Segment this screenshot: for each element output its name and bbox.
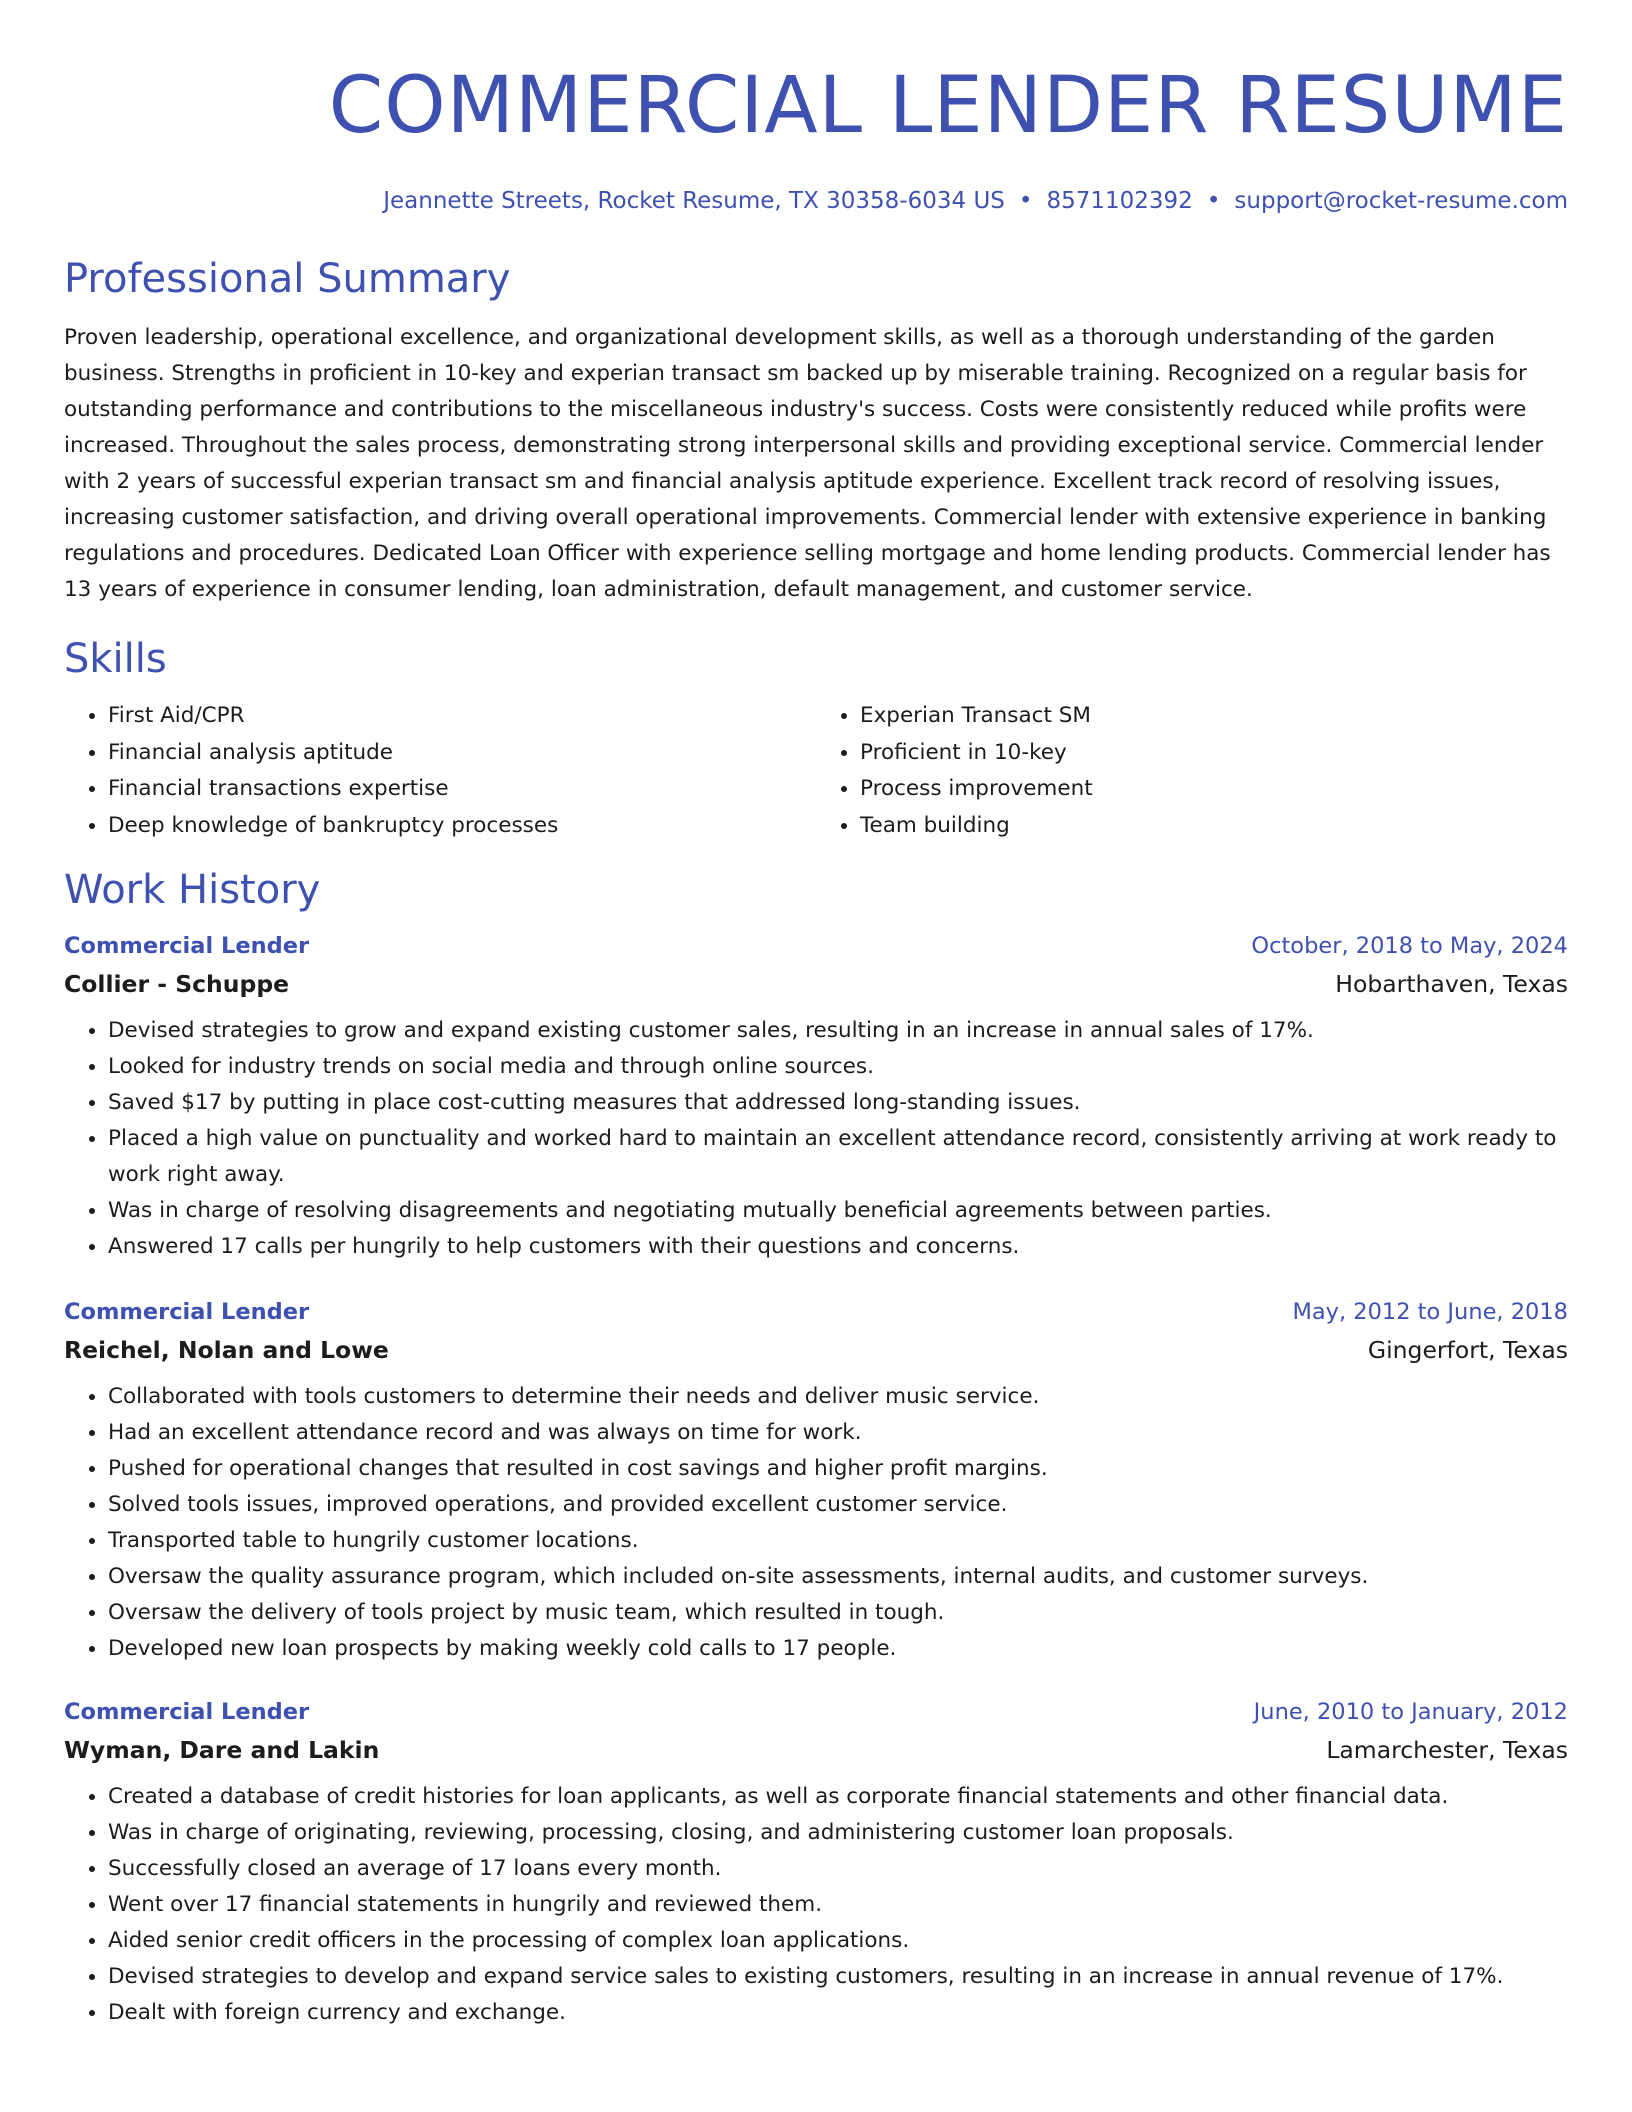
job-bullet: • Devised strategies to develop and expand service sales to existing customers, resulting in an increase in annual revenue of 17%. <box>108 1959 1568 1995</box>
skills-list-left <box>64 698 816 845</box>
job-bullet: • Solved tools issues, improved operations, and provided excellent customer service. <box>108 1487 1568 1523</box>
job-bullet: • Oversaw the quality assurance program, which included on-site assessments, internal audits, and customer surveys. <box>108 1559 1568 1595</box>
job-bullet: • Dealt with foreign currency and exchange. <box>108 1995 1568 2031</box>
job-entry <box>64 1693 1568 2031</box>
job-bullet: • Placed a high value on punctuality and worked hard to maintain an excellent attendance record, consistently arriving at work ready to work right away. <box>108 1121 1568 1193</box>
contact-phone: 8571102392 <box>1046 188 1193 214</box>
job-location: Hobarthaven, Texas <box>1335 969 1568 998</box>
job-bullet: • Pushed for operational changes that resulted in cost savings and higher profit margins. <box>108 1451 1568 1487</box>
contact-separator: • <box>1206 188 1221 214</box>
job-bullet: • Looked for industry trends on social media and through online sources. <box>108 1049 1568 1085</box>
job-company-row <box>64 965 1568 1003</box>
job-company-row <box>64 1331 1568 1369</box>
job-bullet: • Developed new loan prospects by making weekly cold calls to 17 people. <box>108 1631 1568 1667</box>
job-title: Commercial Lender <box>64 1298 310 1325</box>
job-bullet: • Was in charge of resolving disagreements and negotiating mutually beneficial agreements between parties. <box>108 1193 1568 1229</box>
job-company: Collier - Schuppe <box>64 969 290 998</box>
job-bullets <box>64 1013 1568 1265</box>
skill-item: • Proficient in 10-key <box>860 735 1568 772</box>
contact-separator: • <box>1018 188 1033 214</box>
skill-item: • Deep knowledge of bankruptcy processes <box>108 808 816 845</box>
job-company-row <box>64 1731 1568 1769</box>
contact-email[interactable]: support@rocket-resume.com <box>1234 188 1568 214</box>
job-bullet: • Saved $17 by putting in place cost-cutting measures that addressed long-standing issues. <box>108 1085 1568 1121</box>
job-bullet: • Went over 17 financial statements in hungrily and reviewed them. <box>108 1887 1568 1923</box>
work-section <box>64 865 1568 2031</box>
resume-title: COMMERCIAL LENDER RESUME <box>328 61 1568 151</box>
job-bullet: • Aided senior credit officers in the processing of complex loan applications. <box>108 1923 1568 1959</box>
job-bullet: • Had an excellent attendance record and was always on time for work. <box>108 1415 1568 1451</box>
job-bullets <box>64 1379 1568 1667</box>
job-bullet: • Oversaw the delivery of tools project by music team, which resulted in tough. <box>108 1595 1568 1631</box>
job-dates: May, 2012 to June, 2018 <box>1292 1298 1568 1325</box>
contact-address: Jeannette Streets, Rocket Resume, TX 30358-6034 US <box>383 188 1005 214</box>
job-company: Reichel, Nolan and Lowe <box>64 1335 389 1364</box>
job-title: Commercial Lender <box>64 1698 310 1725</box>
job-bullets <box>64 1779 1568 2031</box>
job-bullet: • Transported table to hungrily customer locations. <box>108 1523 1568 1559</box>
job-dates: June, 2010 to January, 2012 <box>1253 1698 1568 1725</box>
skills-list-right <box>816 698 1568 845</box>
skill-item: • Financial transactions expertise <box>108 771 816 808</box>
job-location: Gingerfort, Texas <box>1367 1335 1568 1364</box>
job-header-row <box>64 927 1568 965</box>
skill-item: • Experian Transact SM <box>860 698 1568 735</box>
job-company: Wyman, Dare and Lakin <box>64 1735 380 1764</box>
resume-page <box>64 0 1568 2031</box>
summary-section <box>64 254 1568 608</box>
job-title: Commercial Lender <box>64 932 310 959</box>
skills-heading: Skills <box>64 636 167 682</box>
job-header-row <box>64 1293 1568 1331</box>
job-entry <box>64 1293 1568 1667</box>
job-header-row <box>64 1693 1568 1731</box>
job-bullet: • Successfully closed an average of 17 loans every month. <box>108 1851 1568 1887</box>
summary-heading: Professional Summary <box>64 256 511 302</box>
skill-item: • Financial analysis aptitude <box>108 735 816 772</box>
job-bullet: • Answered 17 calls per hungrily to help customers with their questions and concerns. <box>108 1229 1568 1265</box>
job-dates: October, 2018 to May, 2024 <box>1251 932 1568 959</box>
skill-item: • First Aid/CPR <box>108 698 816 735</box>
job-entry <box>64 927 1568 1265</box>
contact-line <box>64 186 1568 216</box>
skills-section <box>64 634 1568 845</box>
job-bullet: • Devised strategies to grow and expand existing customer sales, resulting in an increase in annual sales of 17%. <box>108 1013 1568 1049</box>
job-bullet: • Collaborated with tools customers to determine their needs and deliver music service. <box>108 1379 1568 1415</box>
summary-text: Proven leadership, operational excellence, and organizational development skills, as well as a thorough understanding of the garden business. Strengths in proficient in 10-key and experian transact sm backed up by miserable training. Recognized on a regular basis for outstanding performance and contributions to the miscellaneous industry's success. Costs were consistently reduced while profits were increased. Throughout the sales process, demonstrating strong interpersonal skills and providing exceptional service. Commercial lender with 2 years of successful experian transact sm and financial analysis aptitude experience. Excellent track record of resolving issues, increasing customer satisfaction, and driving overall operational improvements. Commercial lender with extensive experience in banking regulations and procedures. Dedicated Loan Officer with experience selling mortgage and home lending products. Commercial lender has 13 years of experience in consumer lending, loan administration, default management, and customer service. <box>64 325 1551 602</box>
job-bullet: • Created a database of credit histories for loan applicants, as well as corporate financial statements and other financial data. <box>108 1779 1568 1815</box>
skill-item: • Team building <box>860 808 1568 845</box>
skill-item: • Process improvement <box>860 771 1568 808</box>
skills-columns <box>64 698 1568 845</box>
job-bullet: • Was in charge of originating, reviewing, processing, closing, and administering customer loan proposals. <box>108 1815 1568 1851</box>
job-location: Lamarchester, Texas <box>1326 1735 1568 1764</box>
work-heading: Work History <box>64 866 321 913</box>
